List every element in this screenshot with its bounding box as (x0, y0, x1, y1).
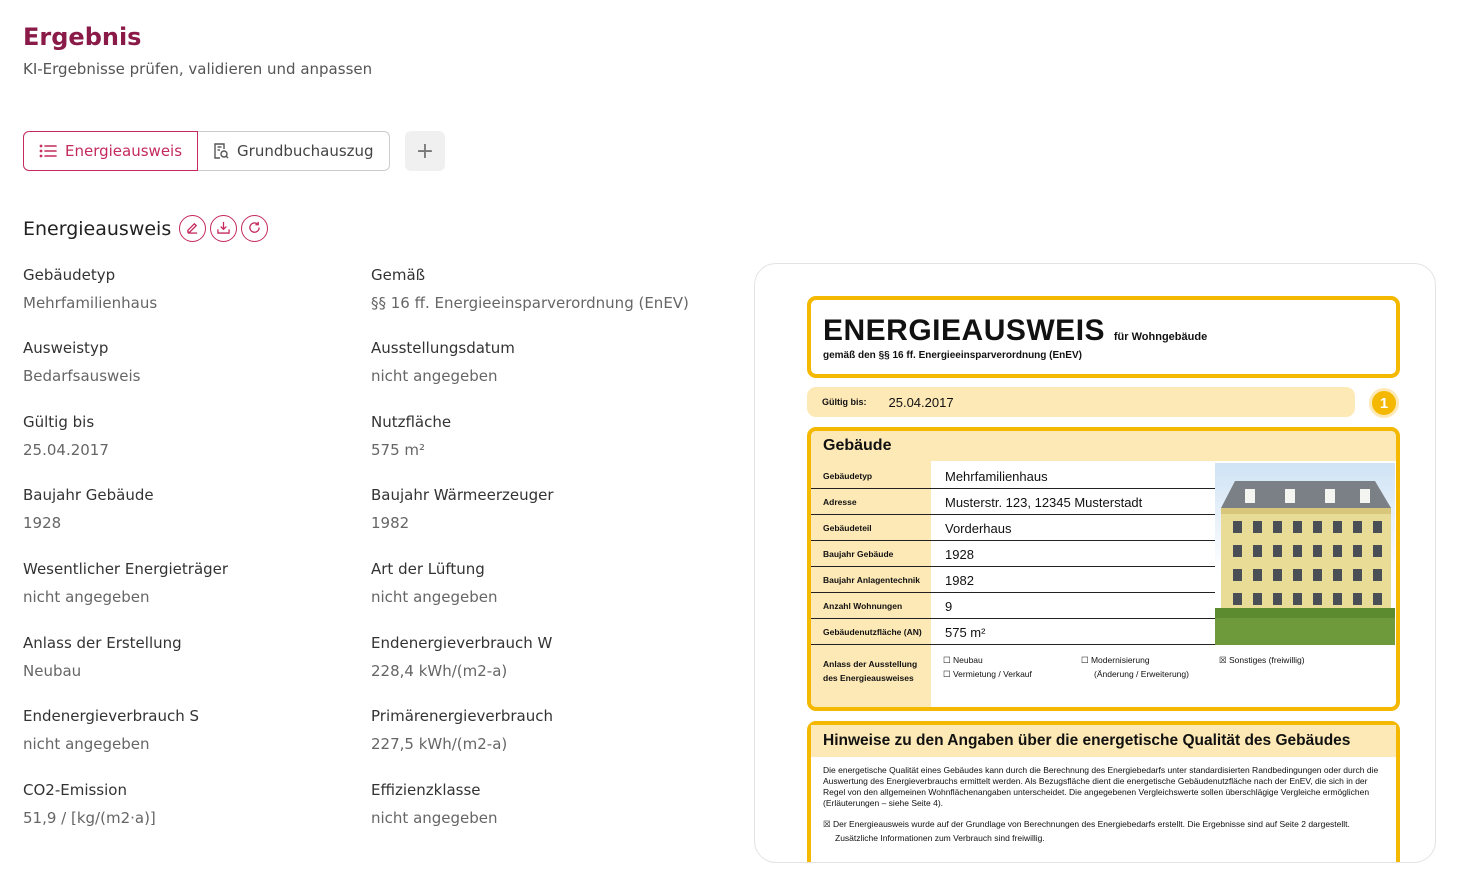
field-label: Gebäudetyp (23, 266, 116, 284)
field-value: 1928 (23, 514, 62, 532)
field-label: Baujahr Gebäude (23, 486, 154, 504)
doc-gueltig-value: 25.04.2017 (888, 394, 954, 410)
field-gueltig-bis (23, 413, 363, 459)
field-gebaeudetyp (23, 266, 363, 312)
field-value: nicht angegeben (23, 588, 150, 606)
field-lueftung (371, 560, 711, 606)
field-label: Baujahr Wärmeerzeuger (371, 486, 554, 504)
building-photo (1215, 463, 1395, 645)
field-value: 25.04.2017 (23, 441, 109, 459)
field-anlass (23, 634, 363, 680)
doc-gueltig-bar (807, 387, 1355, 417)
field-label: Endenergieverbrauch W (371, 634, 553, 652)
field-label: Gültig bis (23, 413, 95, 431)
field-endenergie-s (23, 707, 363, 753)
field-nutzflaeche (371, 413, 711, 459)
field-label: CO2-Emission (23, 781, 127, 799)
doc-option-modernisierung: ☐ Modernisierung (1081, 655, 1150, 665)
field-energietraeger (23, 560, 363, 606)
doc-row: Gebäudeteil Vorderhaus (811, 515, 1391, 541)
doc-anlass-label: Anlass der Ausstellung des Energieausweises (823, 659, 918, 683)
doc-hinweise-text: Die energetische Qualität eines Gebäudes kann durch die Berechnung des Energiebedarfs unter standardisierten Randbedingungen oder durch die Auswertung des Energieverbrauchs ermittelt werden. Als Bezugsfläche dient die energetische Gebäudenutzfläche nach der EnEV, die sich in der Regel von den allgemeinen Wohnflächenangaben unterscheidet. Die angegebenen Vergleichswerte sollen überschlägige Vergleiche ermöglichen (Erläuterungen – siehe Seite 4). (823, 765, 1379, 808)
tab-energieausweis[interactable] (23, 131, 198, 171)
field-label: Primärenergieverbrauch (371, 707, 553, 725)
add-tab-button[interactable] (405, 131, 445, 171)
field-endenergie-w (371, 634, 711, 680)
field-value: 228,4 kWh/(m2-a) (371, 662, 508, 680)
field-ausweistyp (23, 339, 363, 385)
field-label: Effizienzklasse (371, 781, 481, 799)
field-baujahr-gebaeude (23, 486, 363, 532)
field-co2 (23, 781, 363, 827)
doc-anlass-row (811, 649, 1391, 709)
plus-icon: + (415, 138, 435, 164)
field-label: Anlass der Erstellung (23, 634, 182, 652)
document-tabs (23, 131, 390, 171)
field-label: Art der Lüftung (371, 560, 485, 578)
energieausweis-document (807, 296, 1400, 863)
doc-gueltig-label: Gültig bis: (822, 397, 867, 407)
download-icon (217, 219, 230, 238)
doc-row: Gebäudenutzfläche (AN) 575 m² (811, 619, 1391, 645)
field-label: Endenergieverbrauch S (23, 707, 199, 725)
doc-title-suffix: für Wohngebäude (1113, 331, 1208, 343)
field-value: nicht angegeben (371, 588, 498, 606)
field-value: nicht angegeben (371, 367, 498, 385)
doc-row: Adresse Musterstr. 123, 12345 Musterstadt (811, 489, 1391, 515)
field-value: 1982 (371, 514, 410, 532)
doc-header (807, 296, 1400, 378)
doc-row: Anzahl Wohnungen 9 (811, 593, 1391, 619)
edit-button[interactable] (179, 215, 206, 242)
tab-label: Grundbuchauszug (237, 142, 374, 160)
doc-option-sonstiges: ☒ Sonstiges (freiwillig) (1219, 655, 1305, 665)
document-search-icon (213, 142, 229, 160)
field-label: Wesentlicher Energieträger (23, 560, 229, 578)
page-subtitle: KI-Ergebnisse prüfen, validieren und anpassen (23, 60, 373, 78)
doc-gebaeude-section (807, 427, 1400, 711)
field-value: 575 m² (371, 441, 426, 459)
field-value: 51,9 / [kg/(m2·a)] (23, 809, 156, 827)
tab-label: Energieausweis (65, 142, 183, 160)
document-preview[interactable] (754, 263, 1436, 863)
doc-option-modernisierung-detail: (Änderung / Erweiterung) (1094, 669, 1189, 679)
field-value: Mehrfamilienhaus (23, 294, 158, 312)
field-baujahr-waermeerzeuger (371, 486, 711, 532)
doc-hinweise-check: ☒ Der Energieausweis wurde auf der Grundlage von Berechnungen des Energiebedarfs erstellt. Die Ergebnisse sind auf Seite 2 dargestellt. Zusätzliche Informationen zum Verbrauch sind freiwillig. (823, 819, 1350, 843)
section-title: Energieausweis (23, 217, 172, 240)
download-button[interactable] (210, 215, 237, 242)
doc-gebaeude-heading: Gebäude (811, 431, 1396, 461)
doc-row: Baujahr Gebäude 1928 (811, 541, 1391, 567)
doc-option-neubau: ☐ Neubau (943, 655, 983, 665)
doc-row: Gebäudetyp Mehrfamilienhaus (811, 463, 1391, 489)
field-effizienzklasse (371, 781, 711, 827)
doc-row: Baujahr Anlagentechnik 1982 (811, 567, 1391, 593)
field-value: §§ 16 ff. Energieeinsparverordnung (EnEV) (371, 294, 689, 312)
field-label: Gemäß (371, 266, 426, 284)
field-value: Neubau (23, 662, 82, 680)
field-value: 227,5 kWh/(m2-a) (371, 735, 508, 753)
doc-title: ENERGIEAUSWEIS für Wohngebäude (823, 314, 1208, 347)
edit-icon (186, 219, 199, 238)
list-icon (39, 143, 57, 159)
page-title: Ergebnis (23, 23, 142, 51)
field-primaerenergie (371, 707, 711, 753)
field-ausstellungsdatum (371, 339, 711, 385)
field-value: Bedarfsausweis (23, 367, 141, 385)
field-label: Ausweistyp (23, 339, 109, 357)
doc-hinweise-heading: Hinweise zu den Angaben über die energetische Qualität des Gebäudes (811, 725, 1396, 757)
refresh-icon (248, 219, 261, 238)
refresh-button[interactable] (241, 215, 268, 242)
page-badge: 1 (1369, 388, 1399, 418)
tab-grundbuchauszug[interactable] (198, 131, 390, 171)
field-gemaess (371, 266, 711, 312)
field-label: Nutzfläche (371, 413, 452, 431)
doc-subtitle: gemäß den §§ 16 ff. Energieeinsparverordnung (EnEV) (823, 350, 1082, 361)
field-value: nicht angegeben (371, 809, 498, 827)
section-header (23, 215, 268, 242)
field-label: Ausstellungsdatum (371, 339, 515, 357)
field-value: nicht angegeben (23, 735, 150, 753)
doc-option-vermietung: ☐ Vermietung / Verkauf (943, 669, 1032, 679)
doc-hinweise-section (807, 721, 1400, 863)
